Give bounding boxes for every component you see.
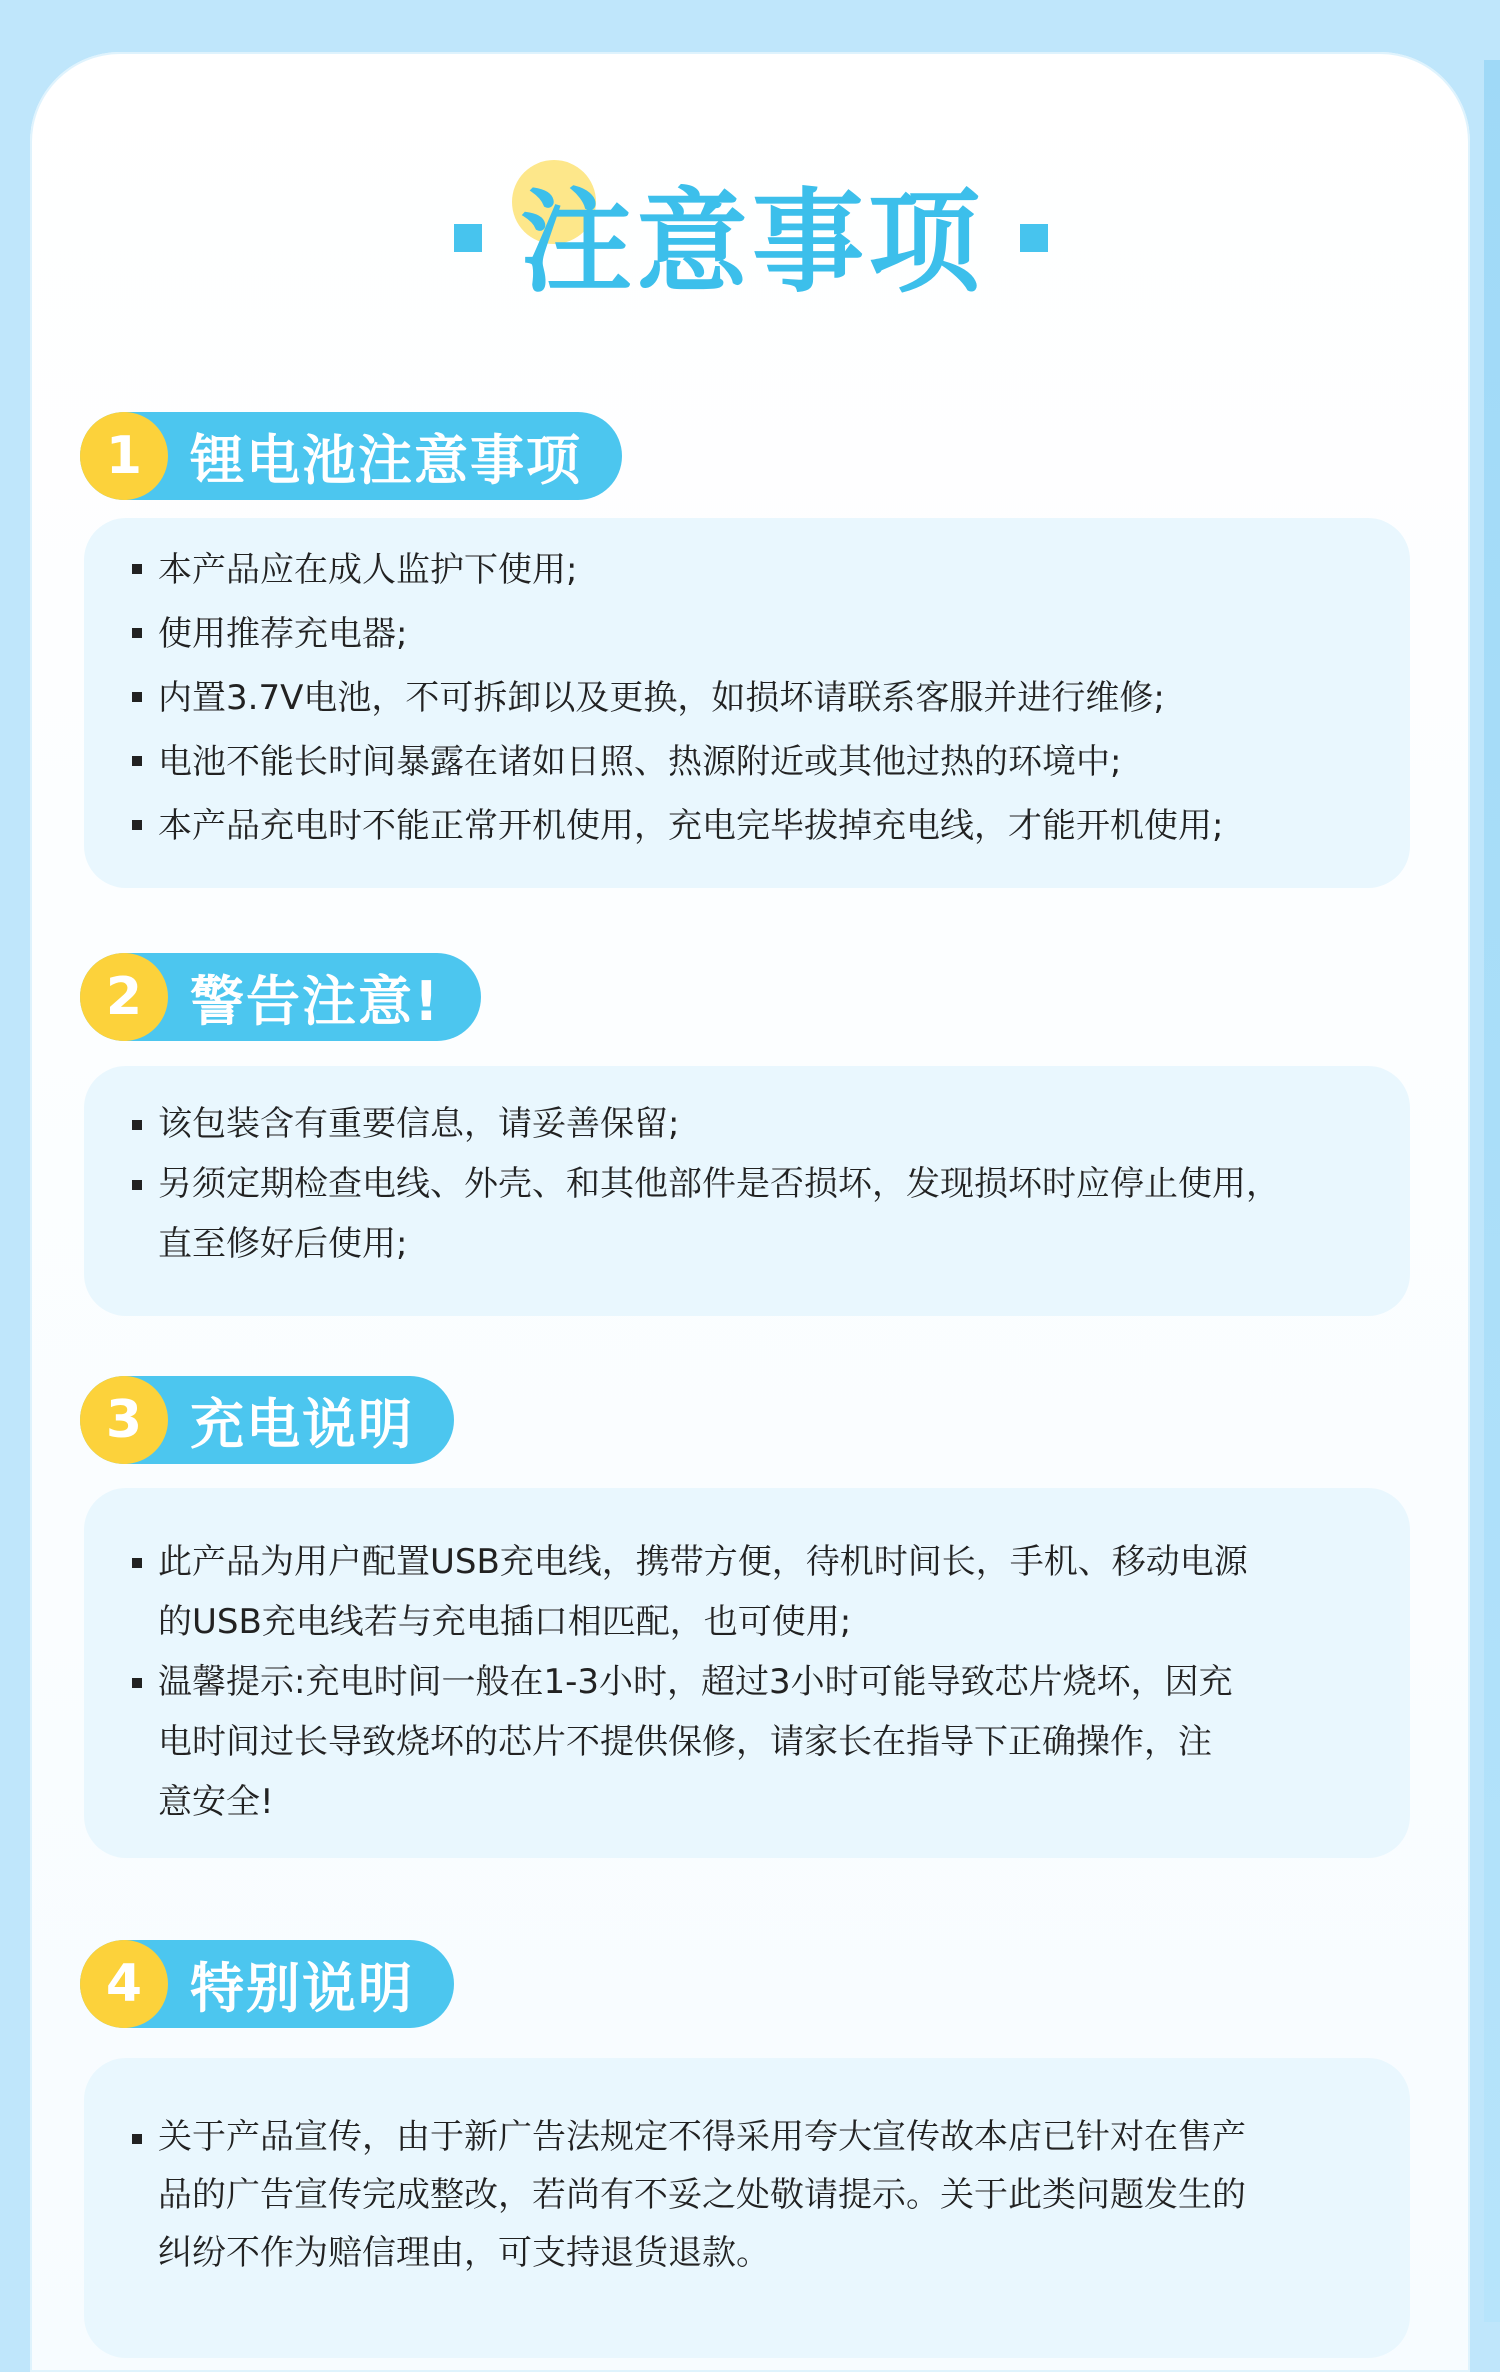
page-title: 注意事项 — [520, 178, 984, 308]
list-item: 另须定期检查电线、外壳、和其他部件是否损坏，发现损坏时应停止使用， 直至修好后使用; — [128, 1154, 1380, 1274]
section-box-2 — [84, 1066, 1410, 1316]
list-item: 电池不能长时间暴露在诸如日照、热源附近或其他过热的环境中; — [128, 730, 1380, 794]
section-header-2 — [80, 953, 481, 1041]
section-title: 充电说明 — [190, 1392, 414, 1456]
section-title: 特别说明 — [190, 1956, 414, 2020]
section-header-4 — [80, 1940, 454, 2028]
list-item: 此产品为用户配置USB充电线，携带方便，待机时间长，手机、移动电源 的USB充电线若与充电插口相匹配，也可使用; — [128, 1532, 1380, 1652]
background-edge — [1484, 60, 1500, 2322]
section-number-badge: 2 — [80, 953, 168, 1041]
list-item: 关于产品宣传，由于新广告法规定不得采用夸大宣传故本店已针对在售产 品的广告宣传完成整改，若尚有不妥之处敬请提示。关于此类问题发生的 纠纷不作为赔信理由，可支持退货退款。 — [128, 2108, 1380, 2282]
list-item: 该包装含有重要信息，请妥善保留; — [128, 1094, 1380, 1154]
section-header-1 — [80, 412, 622, 500]
list-item: 内置3.7V电池，不可拆卸以及更换，如损坏请联系客服并进行维修; — [128, 666, 1380, 730]
section-box-1 — [84, 518, 1410, 888]
section-number-badge: 3 — [80, 1376, 168, 1464]
list-item: 本产品应在成人监护下使用; — [128, 538, 1380, 602]
list-item: 本产品充电时不能正常开机使用，充电完毕拔掉充电线，才能开机使用; — [128, 794, 1380, 858]
list-item: 温馨提示:充电时间一般在1-3小时，超过3小时可能导致芯片烧坏，因充 电时间过长导致烧坏的芯片不提供保修，请家长在指导下正确操作，注 意安全! — [128, 1652, 1380, 1832]
section-header-3 — [80, 1376, 454, 1464]
section-title: 锂电池注意事项 — [190, 428, 582, 492]
section-box-3 — [84, 1488, 1410, 1858]
title-right-dot — [1020, 224, 1048, 252]
section-number-badge: 4 — [80, 1940, 168, 2028]
section-number-badge: 1 — [80, 412, 168, 500]
section-box-4 — [84, 2058, 1410, 2358]
title-left-dot — [454, 224, 482, 252]
section-title: 警告注意! — [190, 969, 441, 1033]
list-item: 使用推荐充电器; — [128, 602, 1380, 666]
